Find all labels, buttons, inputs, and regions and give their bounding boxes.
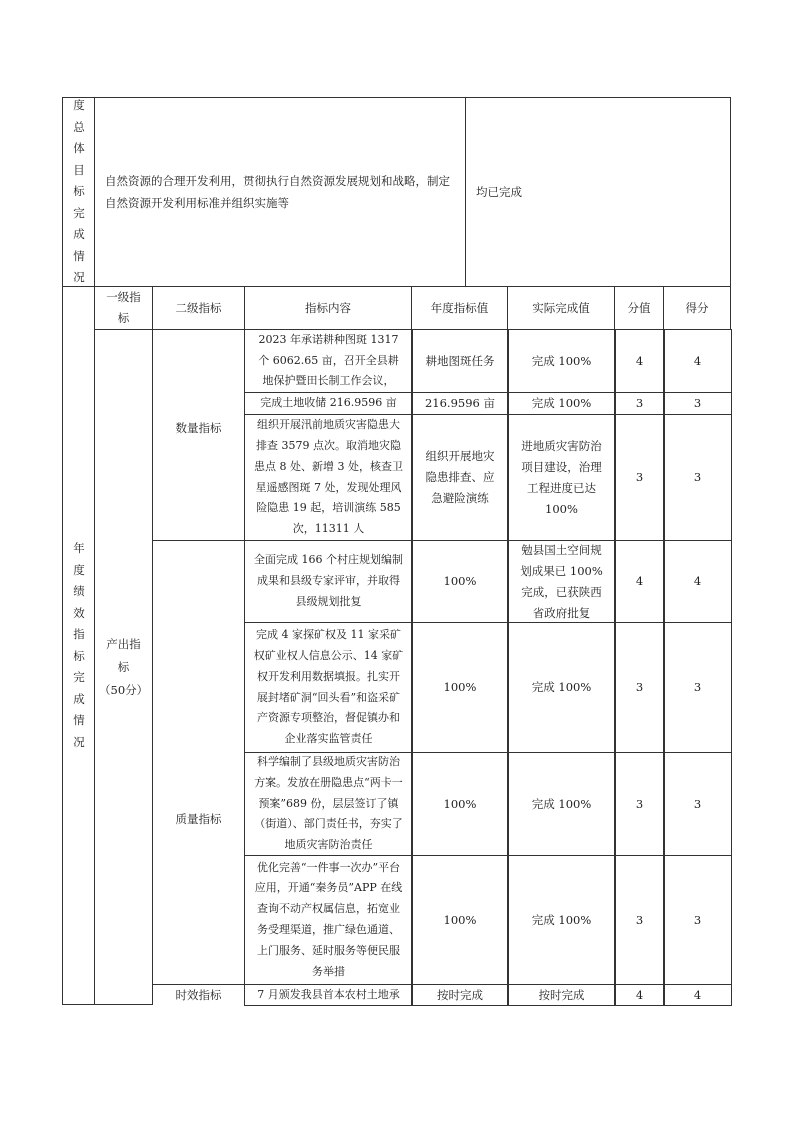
actual-text: 完成 100% bbox=[531, 796, 592, 811]
level2-quality-label: 质量指标 bbox=[175, 812, 222, 826]
target-text: 100% bbox=[443, 680, 477, 694]
actual-text: 进地质灾害防治项目建设，治理工程进度已达 100% bbox=[521, 438, 602, 516]
row-1-score-value-cell bbox=[614, 392, 665, 415]
overall-label-char: 况 bbox=[73, 270, 85, 285]
row-6-score-value-cell bbox=[614, 855, 665, 985]
level2-quality-cell bbox=[152, 540, 245, 985]
actual-text: 完成 100% bbox=[531, 680, 592, 694]
actual-text: 完成 100% bbox=[531, 353, 592, 368]
row-6-target-cell bbox=[411, 855, 509, 985]
level2-timeliness-label: 时效指标 bbox=[175, 987, 222, 1002]
content-text: 2023 年承诺耕种图斑 1317 个 6062.65 亩，召开全县耕地保护暨田长制工作会议， bbox=[258, 332, 399, 388]
score-earned-text: 3 bbox=[693, 680, 702, 694]
header-score-earned-text: 得分 bbox=[685, 300, 709, 315]
row-6-score-earned-cell bbox=[663, 855, 732, 985]
score-value-text: 3 bbox=[635, 680, 644, 694]
row-4-target-cell bbox=[411, 622, 509, 753]
row-2-score-value-cell bbox=[614, 414, 665, 541]
row-0-target-cell bbox=[411, 329, 509, 393]
content-text: 7 月颁发我县首本农村土地承 bbox=[257, 987, 400, 1001]
score-value-text: 3 bbox=[635, 470, 644, 484]
status-text: 均已完成 bbox=[476, 184, 522, 199]
row-3-actual-cell bbox=[507, 540, 616, 623]
content-text: 优化完善“一件事一次办”平台应用，开通“秦务员”APP 在线查询不动产权属信息，拓宽业务受理渠道，推广绿色通道、上门服务、延时服务等便民服务举措 bbox=[254, 860, 403, 978]
row-7-score-value-cell bbox=[614, 984, 665, 1006]
row-7-score-earned-cell bbox=[663, 984, 732, 1006]
content-text: 科学编制了县级地质灾害防治方案。发放在册隐患点“两卡一预案”689 份，层层签订了镇（街道）、部门责任书，夯实了地质灾害防治责任 bbox=[254, 755, 403, 852]
performance-label bbox=[62, 286, 95, 1005]
overall-label-char: 总 bbox=[73, 119, 85, 134]
score-earned-text: 4 bbox=[693, 987, 702, 1002]
row-6-actual-cell bbox=[507, 855, 616, 985]
score-value-text: 3 bbox=[635, 912, 644, 927]
overall-label-char: 情 bbox=[73, 248, 85, 263]
score-earned-text: 3 bbox=[693, 396, 702, 410]
header-score-earned bbox=[663, 286, 731, 330]
overall-label-char: 标 bbox=[73, 184, 85, 199]
row-1-actual-cell bbox=[507, 392, 616, 415]
content-text: 完成 4 家探矿权及 11 家采矿权矿业权人信息公示、14 家矿权开发利用数据填报。扎实开展封堵矿洞“回头看”和盗采矿产资源专项整治，督促镇办和企业落实监管责任 bbox=[253, 628, 404, 746]
overall-label-char: 成 bbox=[73, 227, 85, 242]
score-value-text: 4 bbox=[635, 987, 644, 1002]
overall-label-char: 体 bbox=[73, 141, 85, 156]
content-text: 组织开展汛前地质灾害隐患大排查 3579 点次。取消地灾隐患点 8 处、新增 3 处，核查卫星遥感图斑 7 处，发现处理风险隐患 19 起，培训演练 585 次，11311 人 bbox=[254, 418, 403, 536]
overall-label-char: 完 bbox=[73, 205, 85, 220]
header-level1-text: 一级指标 bbox=[106, 290, 141, 325]
header-level2 bbox=[152, 286, 245, 330]
header-score-value-text: 分值 bbox=[627, 300, 651, 315]
level2-quantity-cell bbox=[152, 329, 245, 541]
score-value-text: 3 bbox=[635, 796, 644, 811]
row-3-score-earned-cell bbox=[663, 540, 732, 623]
header-target bbox=[411, 286, 508, 330]
row-3-target-cell bbox=[411, 540, 509, 623]
content-text: 完成土地收储 216.9596 亩 bbox=[260, 396, 397, 410]
level2-quantity-label: 数量指标 bbox=[175, 420, 222, 435]
score-earned-text: 4 bbox=[693, 353, 702, 368]
row-5-actual-cell bbox=[507, 752, 616, 856]
overall-label-char: 目 bbox=[73, 162, 85, 177]
goal-text: 自然资源的合理开发利用，贯彻执行自然资源发展规划和战略，制定自然资源开发利用标准并组织实施等 bbox=[105, 174, 450, 210]
level1-label-line2: 标 bbox=[117, 659, 130, 674]
row-5-score-earned-cell bbox=[663, 752, 732, 856]
score-value-text: 4 bbox=[635, 574, 644, 588]
performance-label-char: 度 bbox=[73, 562, 85, 577]
row-1-score-earned-cell bbox=[663, 392, 732, 415]
row-7-target-cell bbox=[411, 984, 509, 1006]
performance-label-char: 年 bbox=[73, 541, 85, 555]
row-3-score-value-cell bbox=[614, 540, 665, 623]
performance-label-char: 指 bbox=[73, 627, 85, 641]
actual-text: 完成 100% bbox=[531, 396, 592, 410]
score-value-text: 4 bbox=[635, 353, 644, 368]
overall-goal-status bbox=[465, 97, 731, 287]
performance-label-char: 成 bbox=[73, 691, 85, 706]
row-1-target-cell bbox=[411, 392, 509, 415]
header-score-value bbox=[614, 286, 664, 330]
row-2-score-earned-cell bbox=[663, 414, 732, 541]
target-text: 耕地图斑任务 bbox=[425, 353, 495, 368]
performance-label-char: 绩 bbox=[73, 584, 85, 598]
row-4-content-cell bbox=[244, 622, 413, 753]
row-2-target-cell bbox=[411, 414, 509, 541]
target-text: 100% bbox=[443, 574, 477, 588]
actual-text: 完成 100% bbox=[531, 912, 592, 927]
row-5-content-cell bbox=[244, 752, 413, 856]
score-earned-text: 3 bbox=[693, 796, 702, 811]
header-target-text: 年度指标值 bbox=[430, 300, 489, 315]
row-0-score-earned-cell bbox=[663, 329, 732, 393]
score-earned-text: 3 bbox=[693, 470, 702, 484]
actual-text: 勉县国土空间规划成果已 100%完成，已获陕西省政府批复 bbox=[520, 542, 603, 620]
row-4-score-earned-cell bbox=[663, 622, 732, 753]
level1-label-line3: （50分） bbox=[99, 682, 149, 697]
performance-label-char: 完 bbox=[73, 670, 85, 684]
score-earned-text: 3 bbox=[693, 912, 702, 927]
row-4-actual-cell bbox=[507, 622, 616, 753]
header-level1 bbox=[94, 286, 153, 330]
score-earned-text: 4 bbox=[693, 574, 702, 588]
target-text: 100% bbox=[443, 796, 477, 811]
level1-output-cell bbox=[94, 329, 153, 1005]
row-7-actual-cell bbox=[507, 984, 616, 1006]
target-text: 100% bbox=[443, 912, 477, 927]
header-content-text: 指标内容 bbox=[305, 300, 351, 315]
header-actual-text: 实际完成值 bbox=[532, 300, 590, 315]
content-text: 全面完成 166 个村庄规划编制成果和县级专家评审，并取得县级规划批复 bbox=[254, 553, 403, 608]
target-text: 组织开展地灾隐患排查、应急避险演练 bbox=[425, 449, 495, 505]
row-2-actual-cell bbox=[507, 414, 616, 541]
row-7-content-cell bbox=[244, 984, 413, 1006]
row-0-content-cell bbox=[244, 329, 413, 393]
header-content bbox=[244, 286, 412, 330]
row-2-content-cell bbox=[244, 414, 413, 541]
level2-timeliness-cell bbox=[152, 984, 245, 1005]
row-6-content-cell bbox=[244, 855, 413, 985]
overall-goal-text bbox=[94, 97, 466, 287]
row-0-score-value-cell bbox=[614, 329, 665, 393]
row-3-content-cell bbox=[244, 540, 413, 623]
row-4-score-value-cell bbox=[614, 622, 665, 753]
row-0-actual-cell bbox=[507, 329, 616, 393]
performance-label-char: 情 bbox=[73, 713, 85, 727]
row-5-target-cell bbox=[411, 752, 509, 856]
target-text: 按时完成 bbox=[437, 987, 483, 1002]
level1-label-line1: 产出指 bbox=[106, 636, 141, 651]
target-text: 216.9596 亩 bbox=[424, 396, 496, 410]
performance-label-char: 况 bbox=[73, 734, 85, 749]
overall-label-char: 度 bbox=[73, 98, 85, 113]
performance-label-char: 标 bbox=[73, 648, 85, 663]
header-actual bbox=[507, 286, 615, 330]
performance-label-char: 效 bbox=[73, 605, 85, 620]
score-value-text: 3 bbox=[635, 396, 644, 410]
row-5-score-value-cell bbox=[614, 752, 665, 856]
actual-text: 按时完成 bbox=[538, 987, 585, 1002]
overall-goal-label bbox=[62, 97, 95, 287]
header-level2-text: 二级指标 bbox=[175, 300, 222, 315]
row-1-content-cell bbox=[244, 392, 413, 415]
